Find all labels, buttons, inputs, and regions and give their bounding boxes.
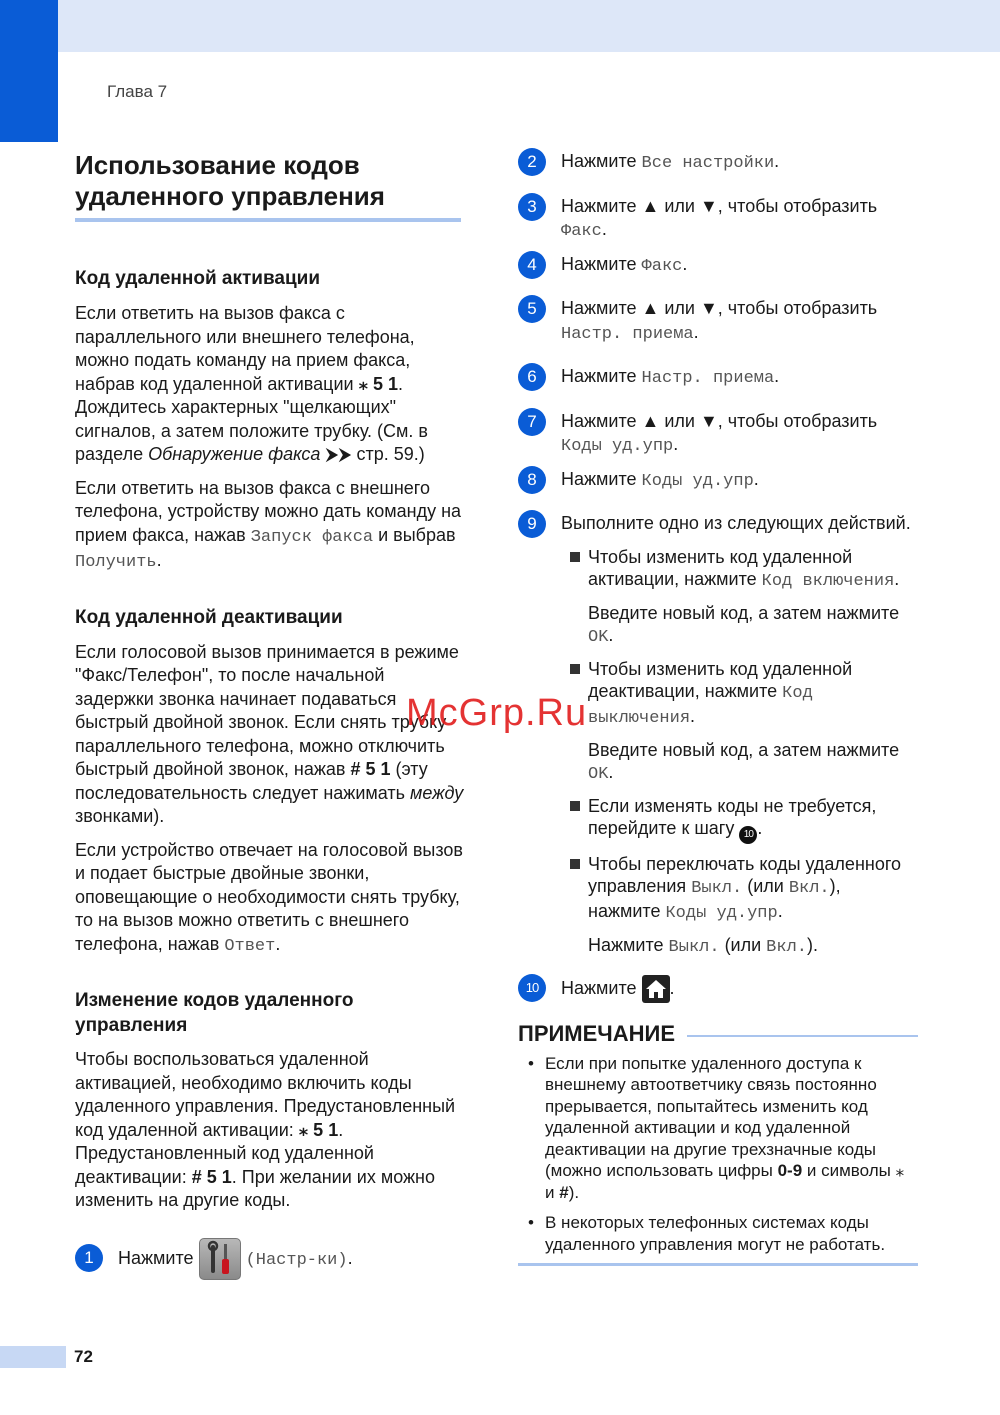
bullet-dot-icon: •: [528, 1053, 534, 1073]
footer-band: [0, 1346, 66, 1368]
header-band: [0, 0, 1000, 52]
step-number: 4: [518, 251, 546, 279]
step-1: 1 Нажмите (Настр-ки).: [75, 1237, 465, 1282]
bullet-square-icon: [570, 859, 580, 869]
activation-paragraph-2: Если ответить на вызов факса с внешнего телефона, устройству можно дать команду на прием факса, нажав Запуск факса и выбрав Получить.: [75, 477, 462, 572]
deactivation-paragraph-2: Если устройство отвечает на голосовой вызов и подает быстрые двойные звонки, оповещающие о необходимости снять трубку, то на вызов можно ответить с внешнего телефона, нажав Ответ.: [75, 839, 463, 956]
step-number: 1: [75, 1244, 103, 1272]
chapter-tab: [0, 0, 58, 142]
house-icon: [642, 975, 670, 1003]
section-heading-change-codes: Изменение кодов удаленного управления: [75, 990, 354, 1036]
step-number: 7: [518, 408, 546, 436]
page-number: 72: [74, 1347, 93, 1366]
option-change-activation: Чтобы изменить код удаленной активации, нажмите Код включения.: [518, 546, 918, 593]
step-number: 2: [518, 148, 546, 176]
note-box: [518, 1021, 918, 1267]
option-change-deactivation: Чтобы изменить код удаленной деактивации, нажмите Код выключения.: [518, 658, 918, 730]
activation-paragraph-1: Если ответить на вызов факса с параллельного или внешнего телефона, можно подать команду на прием факса, набрав код удаленной активации ⁎ 5 1. Дождитесь характерных "щелкающих" сигналов, а затем положите трубку. (См. в разделе Обнаружение факса ⮞⮞ стр. 59.): [75, 303, 428, 464]
chapter-label: Глава 7: [107, 82, 168, 101]
step-number: 10: [518, 974, 546, 1002]
double-arrow-icon: ⮞⮞: [325, 444, 352, 464]
note-bottom-rule: [518, 1263, 918, 1266]
settings-icon[interactable]: [199, 1238, 241, 1280]
wrench-screwdriver-icon: [200, 1239, 240, 1279]
note-item-2: • В некоторых телефонных системах коды удаленного управления могут не работать.: [528, 1213, 886, 1254]
step-number: 6: [518, 363, 546, 391]
option-activation-substep: Введите новый код, а затем нажмите OK.: [588, 602, 900, 647]
bullet-square-icon: [570, 664, 580, 674]
note-divider: [687, 1035, 918, 1037]
option-toggle-codes: Чтобы переключать коды удаленного управления Выкл. (или Вкл.), нажмите Коды уд.упр.: [518, 853, 918, 925]
step-ref-icon: 10: [739, 826, 757, 844]
step-8: 8 Нажмите Коды уд.упр.: [518, 468, 918, 494]
step-number: 8: [518, 466, 546, 494]
step-number: 5: [518, 295, 546, 323]
link-fax-detect[interactable]: Обнаружение факса: [148, 444, 321, 464]
step-7: 7 Нажмите ▲ или ▼, чтобы отобразить Коды уд.упр.: [518, 410, 918, 459]
note-item-1: • Если при попытке удаленного доступа к внешнему автоответчику связь постоянно прерывается, попытайтесь изменить код удаленной активации и код удаленной деактивации на другие трехзначные коды (можно использовать цифры 0-9 и символы ⁎ и #).: [528, 1053, 905, 1202]
section-heading-activation: Код удаленной активации: [75, 268, 321, 289]
note-header: [518, 1021, 918, 1047]
step-2: 2 Нажмите Все настройки.: [518, 150, 918, 176]
option-skip: Если изменять коды не требуется, перейдите к шагу 10 .: [518, 795, 918, 844]
option-toggle-substep: Нажмите Выкл. (или Вкл.).: [588, 934, 818, 957]
bullet-dot-icon: •: [528, 1213, 534, 1233]
note-title: ПРИМЕЧАНИЕ: [518, 1020, 676, 1046]
section-heading-deactivation: Код удаленной деактивации: [75, 606, 343, 628]
home-icon[interactable]: [642, 975, 670, 1003]
watermark: McGrp.Ru: [406, 692, 588, 734]
step-4: 4 Нажмите Факс.: [518, 253, 918, 279]
bullet-square-icon: [570, 801, 580, 811]
option-deactivation-substep: Введите новый код, а затем нажмите OK.: [588, 739, 900, 784]
page-title: Использование кодов удаленного управления: [75, 150, 461, 222]
bullet-square-icon: [570, 552, 580, 562]
step-9: 9 Выполните одно из следующих действий.: [518, 512, 918, 536]
step-number: 3: [518, 193, 546, 221]
step-10: 10 Нажмите .: [518, 973, 918, 1003]
deactivation-paragraph-1: Если голосовой вызов принимается в режиме "Факс/Телефон", то после начальной задержки звонка начинает подаваться быстрый двойной звонок. Если снять трубку параллельного телефона, можно отключить быстрый двойной звонок, нажав # 5 1 (эту последовательность следует нажимать между звонками).: [75, 641, 464, 826]
step-5: 5 Нажмите ▲ или ▼, чтобы отобразить Настр. приема.: [518, 297, 918, 346]
change-codes-paragraph: Чтобы воспользоваться удаленной активацией, необходимо включить коды удаленного управления. Предустановленный код удаленной активации: ⁎ 5 1. Предустановленный код удаленной деактивации: # 5 1. При желании их можно изменить на другие коды.: [75, 1049, 456, 1210]
step-3: 3 Нажмите ▲ или ▼, чтобы отобразить Факс.: [518, 195, 918, 244]
step-number: 9: [518, 510, 546, 538]
step-6: 6 Нажмите Настр. приема.: [518, 365, 918, 391]
